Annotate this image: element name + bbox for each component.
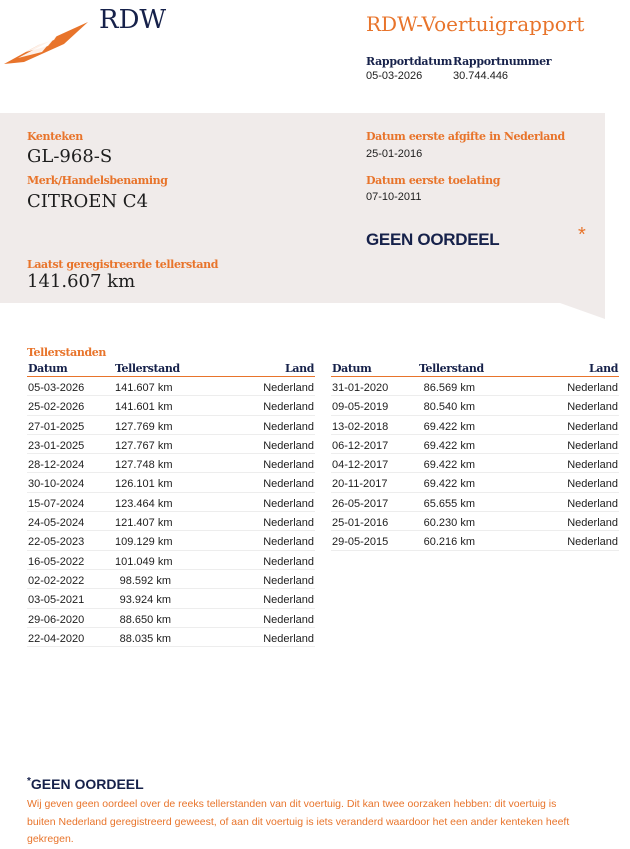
row-date: 29-05-2015: [332, 536, 389, 549]
panel-notch: [560, 303, 605, 319]
table-row: [331, 454, 619, 473]
table-row: [27, 396, 315, 415]
row-country: Nederland: [567, 497, 618, 510]
row-date: 13-02-2018: [332, 420, 389, 433]
table-header: [331, 362, 619, 377]
col-odometer: Tellerstand: [419, 362, 484, 375]
row-date: 03-05-2021: [28, 594, 85, 607]
row-country: Nederland: [263, 594, 314, 607]
row-date: 25-01-2016: [332, 517, 389, 530]
note-text: Wij geven geen oordeel over de reeks tellerstanden van dit voertuig. Dit kan twee oorzaken hebben: dit voertuig is buiten Nederland geregistreerd geweest, of aan dit voertuig is iets veranderd waardoor het een ander kenteken heeft gekregen.: [27, 798, 570, 845]
row-odometer: 127.767 km: [115, 439, 173, 452]
table-row: [331, 493, 619, 512]
row-date: 31-01-2020: [332, 382, 389, 394]
row-country: Nederland: [263, 459, 314, 472]
table-row: [331, 531, 619, 550]
row-odometer: 98.592 km: [119, 574, 171, 587]
row-date: 22-05-2023: [28, 536, 85, 549]
last-odometer-value: 141.607 km: [27, 271, 136, 292]
make-label: Merk/Handelsbenaming: [27, 174, 168, 187]
table-row: [27, 589, 315, 608]
row-date: 04-12-2017: [332, 459, 389, 472]
first-nl-label: Datum eerste afgifte in Nederland: [366, 130, 565, 143]
row-odometer: 69.422 km: [423, 420, 475, 433]
row-date: 25-02-2026: [28, 401, 85, 414]
row-date: 22-04-2020: [28, 632, 85, 645]
row-date: 20-11-2017: [332, 478, 388, 491]
col-date: Datum: [332, 362, 372, 375]
table-row: [331, 512, 619, 531]
table-row: [27, 435, 315, 454]
col-country: Land: [589, 362, 618, 375]
table-row: [27, 454, 315, 473]
row-country: Nederland: [263, 574, 314, 587]
row-date: 23-01-2025: [28, 439, 85, 452]
row-odometer: 86.569 km: [423, 382, 475, 394]
row-country: Nederland: [567, 536, 618, 549]
first-nl-value: 25-01-2016: [366, 148, 423, 160]
brand-name: RDW: [99, 5, 167, 35]
table-row: [27, 473, 315, 492]
row-date: 06-12-2017: [332, 439, 389, 452]
row-country: Nederland: [567, 382, 618, 394]
note-star: *: [27, 776, 31, 787]
col-date: Datum: [28, 362, 68, 375]
row-odometer: 127.748 km: [115, 459, 173, 472]
row-date: 27-01-2025: [28, 420, 85, 433]
report-date-label: Rapportdatum: [366, 55, 453, 68]
row-country: Nederland: [263, 613, 314, 626]
row-country: Nederland: [567, 459, 618, 472]
row-odometer: 127.769 km: [115, 420, 173, 433]
make-value: CITROEN C4: [27, 191, 149, 212]
row-odometer: 60.216 km: [423, 536, 475, 549]
row-date: 30-10-2024: [28, 478, 85, 491]
row-country: Nederland: [263, 478, 314, 491]
verdict-star: *: [578, 224, 586, 246]
row-date: 09-05-2019: [332, 401, 389, 414]
row-date: 02-02-2022: [28, 574, 85, 587]
row-odometer: 88.650 km: [119, 613, 171, 626]
verdict: GEEN OORDEEL: [366, 230, 500, 249]
row-country: Nederland: [263, 497, 314, 510]
rdw-logo-icon: [4, 22, 88, 68]
table-row: [27, 416, 315, 435]
row-date: 29-06-2020: [28, 613, 85, 626]
plate-value: GL-968-S: [27, 146, 113, 167]
row-country: Nederland: [263, 382, 314, 394]
col-odometer: Tellerstand: [115, 362, 180, 375]
table-row: [27, 377, 315, 396]
row-country: Nederland: [567, 478, 618, 491]
first-admission-label: Datum eerste toelating: [366, 174, 500, 187]
row-odometer: 123.464 km: [115, 497, 173, 510]
row-country: Nederland: [263, 420, 314, 433]
table-row: [331, 473, 619, 492]
row-date: 28-12-2024: [28, 459, 85, 472]
report-number: 30.744.446: [453, 70, 509, 82]
table-row: [27, 570, 315, 589]
row-odometer: 80.540 km: [423, 401, 475, 414]
row-odometer: 69.422 km: [423, 439, 475, 452]
note-title: [27, 776, 144, 792]
report-title: RDW-Voertuigrapport: [366, 12, 585, 36]
col-country: Land: [285, 362, 314, 375]
table-row: [27, 512, 315, 531]
row-country: Nederland: [263, 555, 314, 568]
table-row: [331, 416, 619, 435]
row-country: Nederland: [263, 439, 314, 452]
row-odometer: 141.601 km: [115, 401, 173, 414]
row-odometer: 101.049 km: [115, 555, 173, 568]
row-odometer: 141.607 km: [115, 382, 173, 394]
table-row: [331, 396, 619, 415]
row-date: 26-05-2017: [332, 497, 389, 510]
odometer-table-right: [331, 362, 619, 551]
plate-label: Kenteken: [27, 130, 83, 143]
row-date: 05-03-2026: [28, 382, 85, 394]
table-row: [27, 531, 315, 550]
row-country: Nederland: [263, 536, 314, 549]
table-row: [27, 609, 315, 628]
row-odometer: 109.129 km: [115, 536, 173, 549]
row-date: 16-05-2022: [28, 555, 85, 568]
row-country: Nederland: [263, 401, 314, 414]
row-country: Nederland: [263, 632, 314, 645]
row-odometer: 69.422 km: [423, 459, 475, 472]
table-header: [27, 362, 315, 377]
row-odometer: 121.407 km: [115, 517, 173, 530]
row-country: Nederland: [567, 517, 618, 530]
odometer-section-title: Tellerstanden: [27, 346, 106, 359]
report-date: 05-03-2026: [366, 70, 423, 82]
report-number-label: Rapportnummer: [453, 55, 552, 68]
table-row: [27, 551, 315, 570]
row-date: 24-05-2024: [28, 517, 85, 530]
table-row: [27, 628, 315, 647]
table-row: [27, 493, 315, 512]
odometer-table-left: [27, 362, 315, 647]
last-odometer-label: Laatst geregistreerde tellerstand: [27, 258, 219, 271]
row-country: Nederland: [263, 517, 314, 530]
row-country: Nederland: [567, 420, 618, 433]
table-row: [331, 435, 619, 454]
row-odometer: 65.655 km: [423, 497, 475, 510]
row-odometer: 60.230 km: [423, 517, 475, 530]
note-title-text: GEEN OORDEEL: [30, 776, 144, 792]
row-odometer: 126.101 km: [115, 478, 173, 491]
row-country: Nederland: [567, 401, 618, 414]
row-country: Nederland: [567, 439, 618, 452]
row-odometer: 88.035 km: [119, 632, 171, 645]
first-admission-value: 07-10-2011: [366, 191, 422, 203]
row-odometer: 93.924 km: [119, 594, 171, 607]
row-odometer: 69.422 km: [423, 478, 475, 491]
row-date: 15-07-2024: [28, 497, 85, 510]
table-row: [331, 377, 619, 396]
